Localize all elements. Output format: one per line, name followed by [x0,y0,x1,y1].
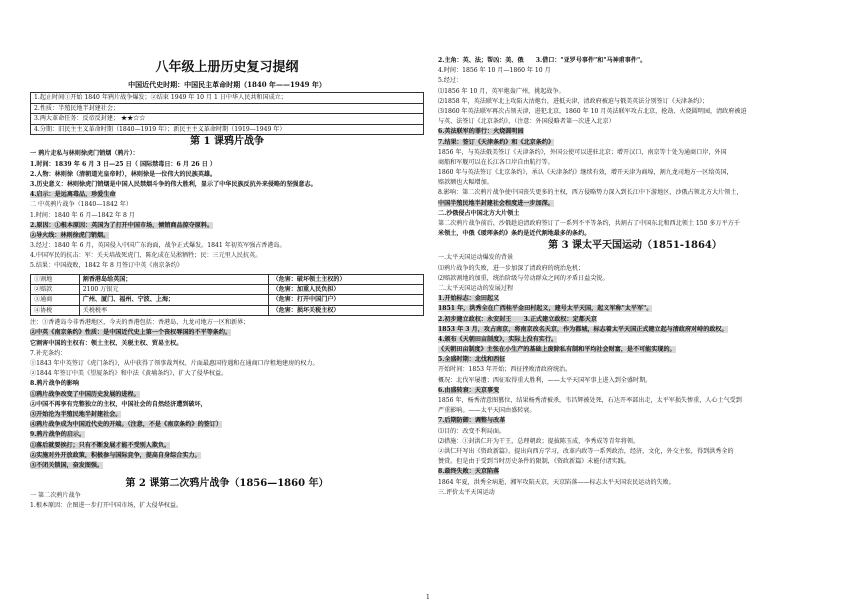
text-line: ②洪仁玕写出《资政新篇》，提出向西方学习，改革内政等一系列政治，经济，文化，外交主张，得到洪秀全的 [438,447,734,455]
lesson-1-title: 第 1 课鸦片战争 [190,136,264,148]
text-line: 8.最终失败：天京陷落 [438,468,500,476]
text-line: 4.启示：是远离毒品，珍爱生命 [30,191,116,199]
text-line: 8.鸦片战争的影响 [30,380,80,388]
text-line: 开始时间：1853 年开始；西征挫败清政府统治。 [438,366,572,374]
table-cell: （危害：加重人民负担） [269,285,424,295]
lesson-3-lines [438,253,832,498]
lesson-1-lines-b [30,318,424,471]
info-line: 2.性质：半殖民地半封建社会； [31,103,424,114]
text-line: ②1844 年签订中美《望厦条约》和中法《黄埔条约》，扩大了侵华权益。 [30,370,228,378]
text-line: 1860 年与英法签订《北京条约》，承认《天津条约》继续有效，增开天津为商埠，割九龙司地方一区给英国， [438,169,733,177]
text-line: ⑵措施：①封洪仁玕为干王，总理朝政；提拔陈玉成，李秀成等青年将领。 [438,437,640,445]
text-line: 7.后期防御：调整与改革 [438,417,506,425]
text-line: 1864 年夏，洪秀全病逝，湘军攻陷天京，天京陷落——标志太平天国农民运动的失败。 [438,478,675,486]
text-line: 1.时间：1839 年 6 月 3 日—25 日（ 国际禁毒日：6 月 26 日 ） [30,160,217,168]
text-line: 二.太平天国运动的发展过程 [438,284,514,292]
text-line: 3.经过：1840 年 6 月，英国侵入中国广东海面，战争正式爆发。1841 年初英军强占香港岛。 [30,242,286,250]
text-line: 商船和军舰可以在长江各口岸自由航行等。 [438,158,554,166]
text-line: 米领土，中俄《瑷珲条约》条约是近代割地最多的条约。 [438,230,591,238]
text-line: ①鸦片战争改变了中国历史发展的进程。 [30,390,140,398]
text-line: 1.开始标志：金田起义 [438,295,500,303]
lesson-2-continued [438,56,832,239]
text-line: 3.历史意义：林则徐虎门销烟是中国人民禁烟斗争的伟大胜利，显示了中华民族反抗外来侵略的坚强意志。 [30,180,317,188]
text-line: ⑴鸦片战争的失败，进一步加深了清政府的统治危机； [438,264,585,272]
text-line: 5.经过： [438,77,463,85]
lesson-1-lines-a [30,149,424,271]
lesson-3-title: 第 3 课太平天国运动（1851-1864） [548,240,722,252]
table-cell: 关税税率 [79,305,269,315]
text-line: 1853 年 3 月，攻占南京，将南京改名天京，作为都城，标志着太平天国正式建立起与清政府对峙的政权。 [438,325,728,333]
text-line: 2.原因：①根本原因：英国为了打开中国市场，倾销商品掠夺原料。 [30,221,214,229]
text-line: 中国半殖民地半封建社会程度进一步加深。 [438,199,554,207]
text-line: 4.中国军民的抗击：军：关天培战死虎门、陈化成在吴淞牺牲；民：三元里人民抗英。 [30,252,262,260]
text-line: 1.时间：1840 年 6 月—1842 年 8 月 [30,211,135,219]
table-row [31,295,424,305]
text-line: 4.时间：1856 年 10 月—1860 年 10 月 [438,67,551,75]
text-line: 7.补充条约： [30,349,67,357]
star-rating: ★★☆☆ [120,115,146,123]
text-line: 7.结果：签订《天津条约》和《北京条约》 [438,138,555,146]
table-cell: （危害：破坏领土主权的） [269,274,424,284]
info-line: 3.两大革命任务：反帝反封建； ★★☆☆ [31,114,424,125]
page-number: 1 [426,594,430,601]
text-line: 2.主角：英、法；帮凶：美、俄 3.借口："亚罗号事件"和"马神甫事件"。 [438,57,647,64]
text-line: ⑴1856 年 10 月，英军炮轰广州，挑起战争。 [438,87,565,95]
text-line: 三.评价太平天国运动 [438,488,495,496]
info-box [30,92,424,135]
table-cell: ④协税 [31,305,80,315]
text-line: 《天朝田亩制度》主张在小生产的基础上废除私有制和平均社会财富，是不可能实现的。 [438,346,676,354]
text-line: 5.全盛时期：北伐和西征 [438,356,506,364]
right-column [438,0,832,600]
table-cell: ①割地 [31,274,80,284]
lesson-2-lines [30,491,424,511]
table-row [31,285,424,295]
text-line: 2.初步建立政权：永安封王 3.正式建立政权：定都天京 [438,315,597,323]
text-line: ④鸦片战争成为中国近代史的开端。（注意，不是《南京条约》的签订） [30,421,222,429]
text-line: 1.根本原因：企图进一步打开中国市场，扩大侵华权益。 [30,502,183,510]
text-line: 二 中英鸦片战争（1840—1842 年） [30,201,132,209]
text-line: ②中国不再享有完整独立的主权，中国社会的自然经济遭到破坏， [30,400,207,408]
text-line: 第二次鸦片战争前后，沙俄趁迫清政府签订了一系列不平等条约，共割占了中国东北和西北领土 150 多万平方千 [438,220,740,227]
text-line: ①1843 年中英签订《虎门条约》，从中获得了领事裁判权、片面最惠国待遇和在通商口岸租地建房的权力。 [30,360,319,367]
page-subtitle: 中国近代史时期：中国民主革命时期（1840 年——1949 年） [128,80,326,89]
text-line: 6.由盛转衰：天京事变 [438,386,500,394]
text-line: 一 第二次鸦片战争 [30,492,81,500]
text-line: 1856 年，与英法俄美签订《天津条约》，外国公使可以进驻北京；增开汉口，南京等十处为通商口岸，外国 [438,148,727,156]
text-line: 2.人物：林则徐（清朝道光皇帝时），林则徐是一位伟大的民族英雄。 [30,170,217,178]
lesson-2-title: 第 2 课第二次鸦片战争（1856—1860 年） [125,478,329,490]
table-cell: （危害：损坏关税主权） [269,305,424,315]
text-line: ③不闭关锁国，奋发图强。 [30,461,104,469]
text-line: 赞赏。但是由于受到当时历史条件的限制，《资政新篇》未能付诸实践。 [438,458,630,466]
text-line: ③开始沦为半殖民地半封建社会。 [30,410,122,418]
table-cell: （危害：打开中国门户） [269,295,424,305]
text-line: 1856 年，杨秀清意图篡位，结果杨秀清被杀，韦昌辉被处死，石达开率部出走，太平军损失惨重，人心士气受到 [438,397,742,404]
text-line: 一 鸦片走私与林则徐虎门销烟（鸦片）： [30,150,139,158]
table-cell: 2100 万银元 [79,285,269,295]
text-line: 6.英法联军的罪行：火烧圆明园 [438,128,524,136]
left-column [30,0,424,600]
table-cell: ②赔款 [31,285,80,295]
text-line: 一.太平天国运动爆发的背景 [438,254,514,262]
table-cell: ③通商 [31,295,80,305]
text-line: 4.颁布《天朝田亩制度》，实际上没有实行。 [438,335,558,343]
table-row [31,305,424,315]
text-line: 与英、法签订《北京条约》，（注意：外国侵略者第一次进入北京） [438,118,615,126]
table-row [31,274,424,284]
text-line: ②实施对外开放政策，积极参与国际竞争，提高自身综合实力。 [30,451,201,459]
text-line: 严重影响。——太平天国由盛转衰。 [438,407,536,415]
treaty-table [30,274,424,317]
text-line: ⑵1858 年，英法联军北上攻陷大沽炮台，进抵天津，清政府被迫与俄美英法分别签订《天津条约》； [438,97,709,105]
text-line: 9.鸦片战争的启示。 [30,431,86,439]
text-line: 注：①香港岛今非香港地区，今天的香港包括：香港岛、九龙司地方一区和新界； [30,319,250,327]
text-line: 赔款额也大幅增加。 [438,179,493,187]
text-line: 二.沙俄侵占中国北方大片领土 [438,209,520,217]
text-line: 8.影响：第二次鸦片战争使中国丧失更多的主权，西方侵略势力深入到长江中下游地区，沙俄占领北方大片领土， [438,189,743,197]
page-title: 八年级上册历史复习提纲 [155,60,299,75]
text-line: ②中英《南京条约》性质：是中国近代史上第一个丧权辱国的不平等条约。 [30,329,232,337]
text-line: ⑶1860 年英法联军再次占领天津，进犯北京，1860 年 10 月英法联军攻占北京，抢劫、火烧圆明园，清政府被迫 [438,107,747,115]
info-line: 4.分期：旧民主主义革命时期（1840—1919 年）；新民主主义革命时期（1919—1949 年） [31,124,424,135]
table-cell: 割香港岛给英国； [79,274,269,284]
info-line: 1.起止时间①开始 1840 年鸦片战争爆发；②结束 1949 年 10 月 1 日中华人民共和国成立； [31,93,424,104]
text-line: 它割害中国的主权有：领土主权、关税主权、贸易主权。 [30,339,183,347]
text-line: 1851 年，洪秀全在广西桂平金田村起义，建号太平天国，起义军称"太平军"。 [438,305,653,313]
text-line: ①落后就要挨打；只有不断发展才能不受别人欺负。 [30,441,171,449]
text-line: 5.结果：中国战败，1842 年 8 月签订中英《南京条约》 [30,262,183,270]
text-line: ⑴目的：改变不利局面。 [438,427,506,435]
text-line: ②导火线：林则徐虎门销烟。 [30,231,110,239]
table-cell: 广州、厦门、福州、宁波、上海； [79,295,269,305]
text-line: ⑵赔款割地的加重，统治阶级与劳动群众之间的矛盾日益尖锐。 [438,274,609,282]
text-line: 概况：北伐军屡遭；西征取得重大胜利，——太平天国军事上进入到全盛时期。 [438,376,652,384]
